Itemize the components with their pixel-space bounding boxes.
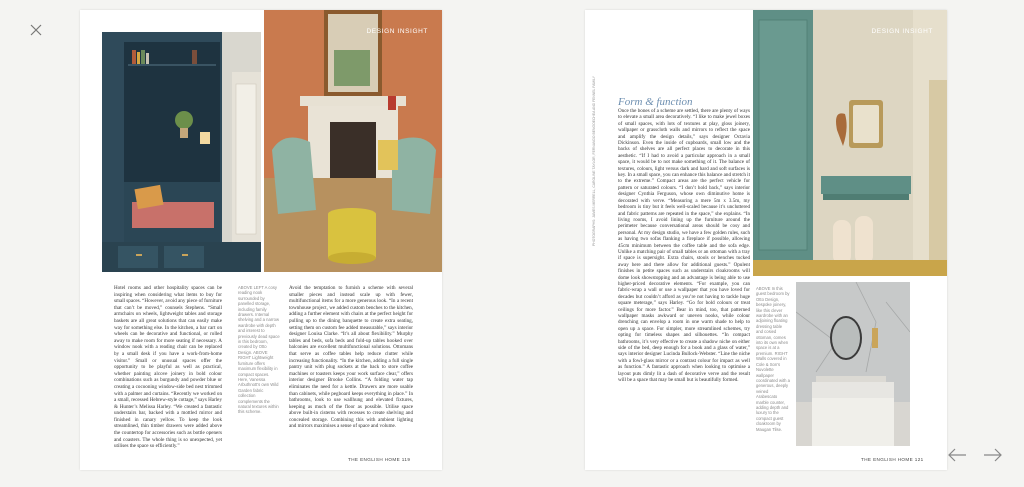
body-text: Hotel rooms and other hospitality spaces can be inspiring when considering what items to buy for small spaces. “However, avoid any piece of furniture that can’t be moved,” counsels Stephens. “Small armchairs on wheels, lightweight tables and storage baskets are all great solutions that can easily make way for something else. In the kitchen, a bar cart on wheels can be decorative and functional, or rolled away to make room for more seating if necessary. A window nook with a reading chair can be replaced by a small desk if you have a work-from-home visitor.” Small or unusual spaces offer the opportunity to be playful as well as practical, whether painting alcove joinery in bold colour combinations such as burgundy and powder blue or creating a cocooning window-side bed nest trimmed with a palmer and curtains. “Recently we worked on a small, recessed Hebrew-style cottage,” says Harley & Hunter’s Melissa Harley. “We created a fantastic understairs bar, backed with a mottled mirror and finished in canary yellow. To keep the look streamlined, thin timber drawers were added above the countertop for accessories such as bottle openers and coasters. The whole thing is so unexpected, yet utilises the space so efficiently.” <box>114 285 222 450</box>
body-text-column <box>618 108 750 383</box>
arrow-left-icon[interactable] <box>946 446 968 464</box>
body-text: Once the bones of a scheme are settled, there are plenty of ways to elevate a small area decoratively. “I like to make jewel boxes of small spaces, with lots of textures at play, gloss joinery, wallpaper or grasscloth walls and mirrors to reflect the space and amplify the design details,” says designer Octavia Dickinson. Even the inside of cupboards, small low and the backs of shelves are all perfect places to decorate in this aesthetic. “If I had to avoid a particular approach in a small space, it would be to not make something of it. The balance of textures, colours, light versus dark and hard and soft surfaces is key. In a small space, you can enhance this balance and stretch it to the extreme.” Compact areas are the perfect vehicle for pattern or saturated colours. “I don’t hold back,” says interior designer Cynthia Ferguson, whose own diminutive home is decorated with verve. “Measuring a mere 5m x 3.5m, my bedroom is tiny but it feels well-scaled because it’s uncluttered and fabric patterns are repeated in the space,” she explains. “In living rooms, I avoid lining up the furniture around the perimeter because conversational areas should be cosy and personal. At my design studio, we have a few golden rules, such as having two sofas flanking a fireplace if possible, allowing 45cm minimum between the coffee table and the sofa edge. Unlike a matching pair of small tables or an ottoman with a tray if space is supersight. Extra chairs, stools or benches tucked away here and there allow for additional guests.” Opulent finishes in petite spaces such as understairs cloakrooms will dome look showstopping and an advantage is being able to use higher-priced decorative elements. “For example, you can fabric-wrap a wall or use a wallpaper that you have loved for decades but couldn’t afford as you’re not having to tackle huge square meterage,” says Harley. “Go for bold colours or treat ceilings for more factor.” Bear in mind, too, that patterned wallpaper masks awkward or uneven nooks, while colour drenching can envelop a room in one warm shade to help to open up a space. For simpler, more streamlined schemes, try opting for timeless shapes and silhouettes. “In compact bathrooms, it’s very effective to create a shadow niche on either side of the bed, deep enough for a book and a glass of water,” says interior designer Lucinda Bullock-Webster. “Line the niche with a fowl-glass mirror or a contrast colour for impact as well as function.” A fantastic approach when looking to optimise a layout puts dimly lit a dash of decorative verve and the result will be a space that may be small but is beautifully formed. <box>618 108 750 384</box>
page-folio: THE ENGLISH HOME 121 <box>861 457 924 462</box>
close-icon[interactable] <box>28 22 44 38</box>
photo-caption: ABOVE LEFT A cosy reading nook surrounded by panelled storage, including family drawers. Internal shelving and a narrow wardrobe with depth and interest to previously dead space in this bedroom, created by Otto Design. ABOVE RIGHT Lightweight furniture offers maximum flexibility in compact spaces. Here, Vanessa Arbuthnott’s own Wild Garden fabric collection complements the natural textures within this scheme. <box>238 285 280 415</box>
right-magazine-page <box>585 10 947 470</box>
reading-nook-photo <box>102 32 261 272</box>
section-heading: Form & function <box>618 96 693 108</box>
section-tag: DESIGN INSIGHT <box>366 28 428 35</box>
body-text-column-1 <box>114 285 222 450</box>
photo-credit: PHOTOGRAPHS: JAMES MERRELL, CAROLINE TAYLOR, FERNANDO BENGOECHEA AND FENNEL FAMILY <box>592 75 596 246</box>
cloakroom-photo <box>796 282 910 446</box>
arrow-right-icon[interactable] <box>982 446 1004 464</box>
page-folio: THE ENGLISH HOME 119 <box>348 457 411 462</box>
section-tag: DESIGN INSIGHT <box>871 28 933 35</box>
dressing-table-photo <box>753 10 947 276</box>
left-magazine-page <box>80 10 442 470</box>
fireplace-room-photo <box>264 10 442 272</box>
body-text-column-2 <box>289 285 413 430</box>
photo-caption: ABOVE In this guest bedroom by Otto Design, bespoke joinery, like this clever wardrobe with an adjoining floating dressing table and cosied ottoman, comes into its own when space is at a premium. RIGHT Walls covered in Cole & Son’s Nuvolette wallpaper coordinated with a generous, deeply veined Arabescato marble counter, adding depth and luxury to the compact guest cloakroom by Maugan Tilse. <box>756 286 790 432</box>
body-text: Avoid the temptation to furnish a scheme with several smaller pieces and instead scale up with fewer, multifunctional items for a more generous look. “In a recent townhouse project, we added custom benches to the kitchen, adding a further element with chairs at the perfect height for pulling up to the dining banquette to create extra seating, setting them on custom fee added measurable,” says interior designer Louisa Clarke. “It’s all about flexibility.” Murphy tables and beds, sofa beds and fold-up tables hooked over balconies are excellent multifunctional solutions. Ottomans that serve as coffee tables help reduce clutter while increasing functionality. “In the kitchen, adding a full single pantry unit with plug sockets at the back to store coffee machines or toasters keeps your work surface clear,” offers interior designer Brooke Collins. “A folding water tap eliminates the need for a kettle. Drawers are more usable than cabinets, while pegboard keeps everything in place.” In bathrooms, look to use wallhung and elevated fixtures, keeping as much of the floor as possible. Utilise space above built-in cisterns with recesses to create shelving and concealed storage. Combining this with ambient lighting and mirrors maximises a sense of space and volume. <box>289 285 413 430</box>
